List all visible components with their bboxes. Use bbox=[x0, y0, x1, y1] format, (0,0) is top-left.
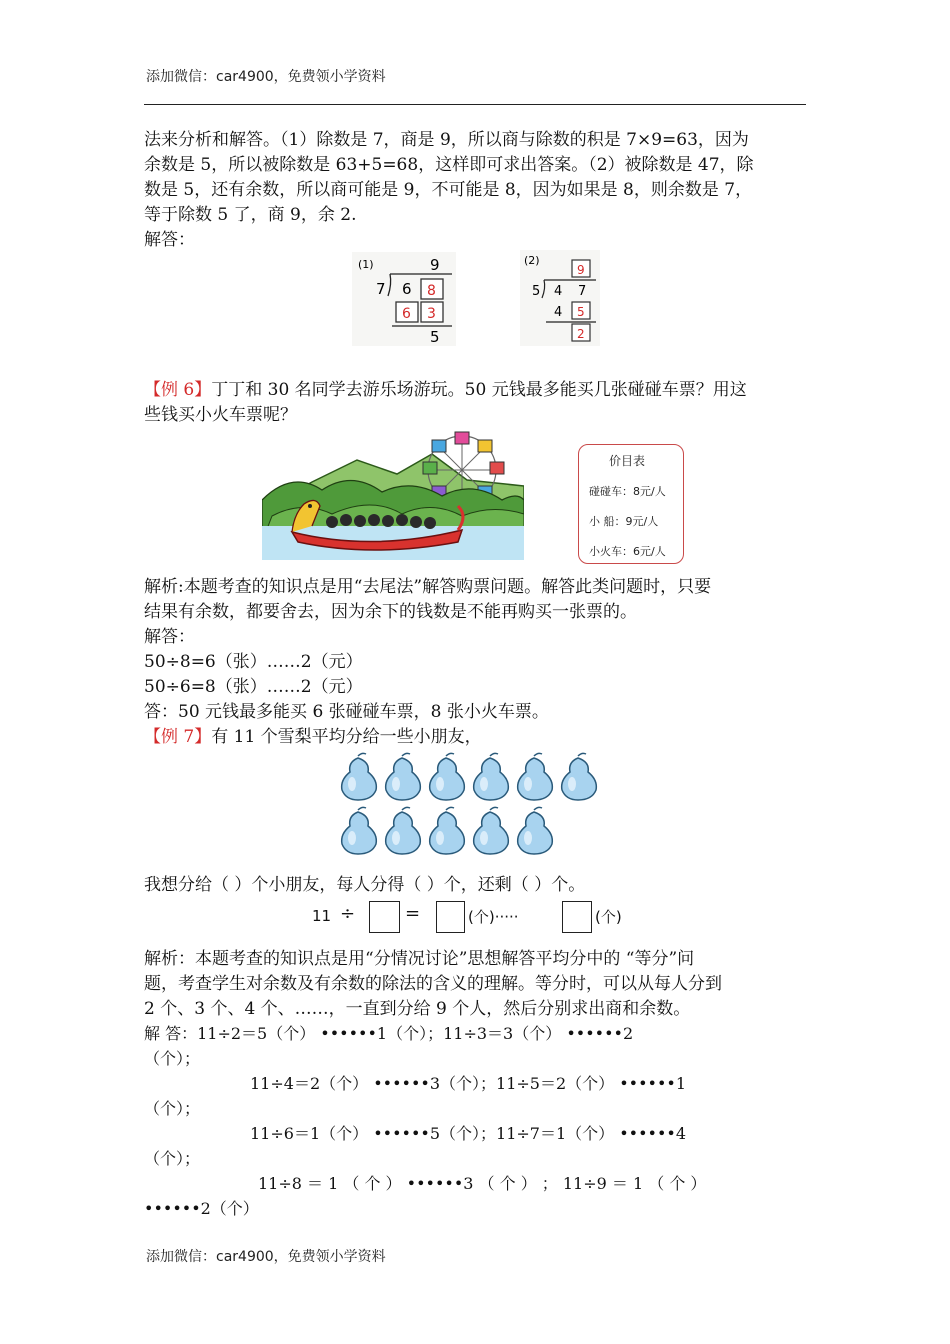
para-line: 等于除数 5 了，商 9，余 2. bbox=[144, 205, 357, 225]
remainder: 5 bbox=[430, 328, 440, 346]
answer-line: ••••••2（个） bbox=[144, 1199, 259, 1218]
equation-unit: (个)····· bbox=[468, 908, 519, 926]
price-row: 碰碰车：8元/人 bbox=[589, 485, 666, 498]
pear-icon bbox=[518, 807, 553, 854]
pear-icon bbox=[474, 753, 509, 800]
para-line: 法来分析和解答。（1）除数是 7，商是 9，所以商与除数的积是 7×9=63，因为 bbox=[144, 130, 749, 150]
dividend-digit: 4 bbox=[554, 284, 563, 299]
example-tag: 【例 6】 bbox=[144, 380, 212, 400]
answer-line: 11÷6＝1（个） ••••••5（个）；11÷7＝1（个） ••••••4 bbox=[250, 1124, 687, 1143]
analysis-line: 结果有余数，都要舍去，因为余下的钱数是不能再购买一张票的。 bbox=[144, 602, 637, 622]
analysis-line: 解析：本题考查的知识点是用“分情况讨论”思想解答平均分中的 “等分”问 bbox=[144, 949, 695, 969]
analysis-line: 解析:本题考查的知识点是用“去尾法”解答购票问题。解答此类问题时，只要 bbox=[144, 577, 712, 597]
figure-label: (1) bbox=[358, 258, 374, 271]
example-6-line bbox=[144, 378, 747, 402]
division-figure-2 bbox=[520, 250, 600, 346]
answer-line: 11÷4＝2（个） ••••••3（个）；11÷5＝2（个） ••••••1 bbox=[250, 1074, 687, 1093]
analysis-line: 题，考查学生对余数及有余数的除法的含义的理解。等分时，可以从每人分到 bbox=[144, 974, 722, 994]
divisor: 5 bbox=[532, 284, 541, 299]
equation-divide: ÷ bbox=[340, 903, 356, 924]
answer-box[interactable] bbox=[369, 901, 400, 933]
answer-line: 50÷6=8（张）……2（元） bbox=[144, 677, 363, 697]
answer-line: 11÷8 ＝ 1 （ 个 ） ••••••3 （ 个 ） ； 11÷9 ＝ 1 （ 个 ） bbox=[258, 1174, 707, 1193]
header-divider bbox=[144, 104, 806, 105]
answer-line: （个）； bbox=[144, 1099, 201, 1118]
product-digit: 4 bbox=[554, 305, 563, 320]
divisor: 7 bbox=[376, 280, 386, 298]
equation-equals: = bbox=[405, 903, 421, 924]
answer-box[interactable] bbox=[436, 901, 465, 933]
answer-line: 50÷8=6（张）……2（元） bbox=[144, 652, 363, 672]
quotient: 9 bbox=[430, 256, 440, 274]
answer-digit: 6 bbox=[402, 306, 411, 322]
equation-unit: (个) bbox=[595, 908, 622, 926]
price-row: 小火车：6元/人 bbox=[589, 545, 666, 558]
example-6-line: 些钱买小火车票呢？ bbox=[144, 405, 297, 425]
para-line: 数是 5，还有余数，所以商可能是 9，不可能是 8，因为如果是 8，则余数是 7， bbox=[144, 180, 753, 200]
answer-line: 解 答：11÷2＝5（个） ••••••1（个）；11÷3＝3（个） ••••••2 bbox=[144, 1024, 634, 1043]
dividend-digit: 6 bbox=[402, 280, 412, 298]
pears-illustration bbox=[336, 750, 602, 862]
para-line: 余数是 5，所以被除数是 63+5=68，这样即可求出答案。（2）被除数是 47，除 bbox=[144, 155, 754, 175]
pear-icon bbox=[386, 753, 421, 800]
pear-icon bbox=[386, 807, 421, 854]
pear-icon bbox=[562, 753, 597, 800]
amusement-park-illustration bbox=[262, 430, 524, 560]
dividend-digit: 7 bbox=[578, 284, 587, 299]
price-table bbox=[578, 444, 684, 564]
answer-line: （个）； bbox=[144, 1149, 201, 1168]
answer-digit: 2 bbox=[577, 327, 585, 341]
equation-number: 11 bbox=[312, 907, 332, 925]
answer-line: （个）； bbox=[144, 1049, 201, 1068]
division-figure-1 bbox=[352, 252, 456, 346]
analysis-line: 2 个、3 个、4 个、……，一直到分给 9 个人，然后分别求出商和余数。 bbox=[144, 999, 691, 1019]
answer-digit: 9 bbox=[577, 263, 585, 277]
answer-label: 解答： bbox=[144, 230, 195, 250]
page-header: 添加微信：car4900，免费领小学资料 bbox=[146, 69, 386, 85]
example-text: 丁丁和 30 名同学去游乐场游玩。50 元钱最多能买几张碰碰车票？用这 bbox=[211, 380, 747, 400]
answer-line: 答：50 元钱最多能买 6 张碰碰车票，8 张小火车票。 bbox=[144, 702, 549, 722]
example-tag: 【例 7】 bbox=[144, 727, 212, 747]
pear-icon bbox=[342, 807, 377, 854]
figure-label: (2) bbox=[524, 254, 540, 267]
price-table-title: 价目表 bbox=[609, 454, 646, 468]
pear-icon bbox=[430, 807, 465, 854]
answer-digit: 5 bbox=[577, 305, 585, 319]
pear-icon bbox=[518, 753, 553, 800]
page-footer: 添加微信：car4900，免费领小学资料 bbox=[146, 1249, 386, 1265]
price-row: 小 船：9元/人 bbox=[589, 515, 659, 528]
pear-icon bbox=[474, 807, 509, 854]
pear-icon bbox=[430, 753, 465, 800]
answer-label: 解答： bbox=[144, 627, 195, 647]
fill-in-sentence: 我想分给（ ）个小朋友，每人分得（ ）个，还剩（ ）个。 bbox=[144, 875, 586, 895]
example-7-line bbox=[144, 725, 482, 749]
answer-digit: 3 bbox=[427, 306, 436, 322]
answer-box[interactable] bbox=[562, 901, 592, 933]
example-text: 有 11 个雪梨平均分给一些小朋友， bbox=[211, 727, 482, 747]
answer-digit: 8 bbox=[427, 283, 436, 299]
pear-icon bbox=[342, 753, 377, 800]
